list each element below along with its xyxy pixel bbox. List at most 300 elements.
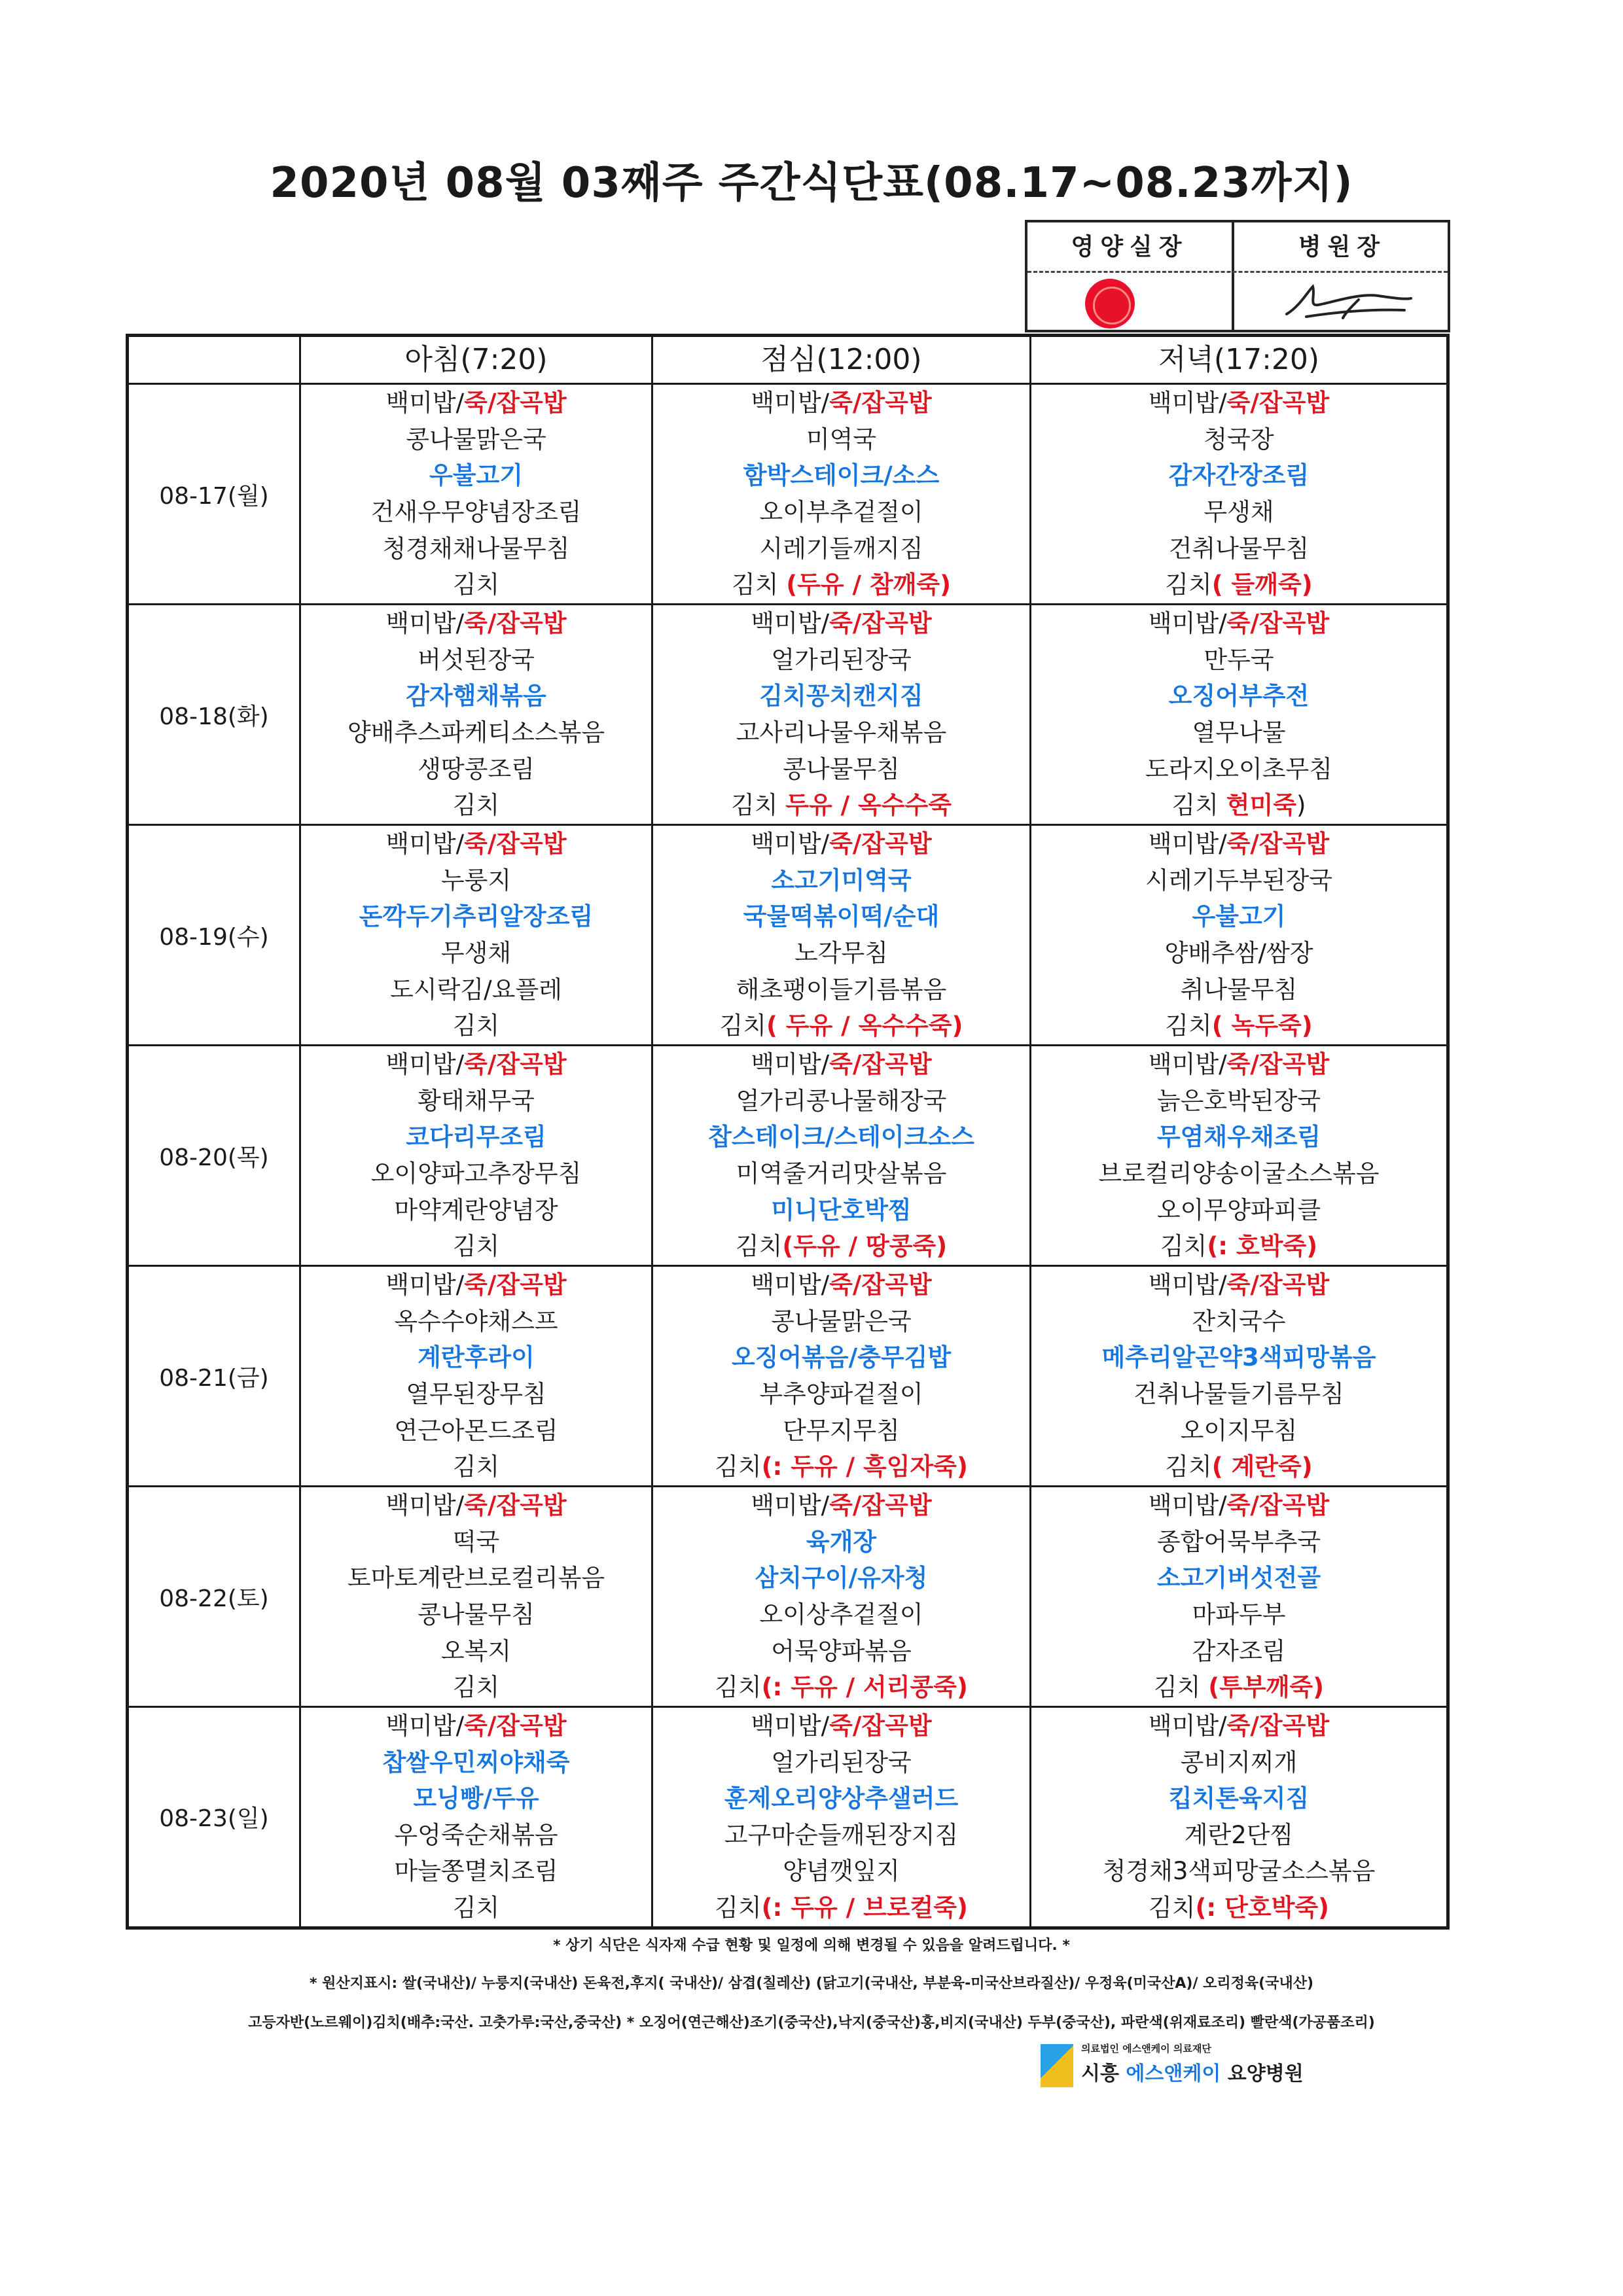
menu-item xyxy=(1031,605,1446,642)
day-date: 08-20(목) xyxy=(128,1046,300,1266)
menu-item xyxy=(653,1853,1029,1890)
lunch-cell xyxy=(652,384,1031,605)
menu-item xyxy=(653,1524,1029,1561)
menu-item xyxy=(301,678,651,715)
menu-item xyxy=(653,494,1029,531)
menu-item-text: 미역줄거리맛살볶음 xyxy=(736,1159,947,1188)
menu-item-text: 누룽지 xyxy=(440,866,512,894)
menu-item xyxy=(1031,898,1446,935)
day-date: 08-19(수) xyxy=(128,825,300,1046)
menu-item xyxy=(301,1008,651,1044)
dinner-cell xyxy=(1031,384,1448,605)
menu-item-text: 백미밥/ xyxy=(1148,389,1227,417)
menu-item-text: 황태채무국 xyxy=(418,1086,535,1115)
menu-item xyxy=(1031,1669,1446,1706)
menu-item xyxy=(653,1744,1029,1781)
day-row xyxy=(128,605,1448,825)
menu-item xyxy=(653,1376,1029,1413)
menu-item-text: 백미밥/ xyxy=(385,830,465,858)
menu-item xyxy=(1031,1449,1446,1485)
menu-item xyxy=(653,567,1029,603)
menu-item-text: 죽/잡곡밥 xyxy=(1226,1491,1330,1520)
menu-item-text: 삼치구이/유자청 xyxy=(755,1564,928,1593)
menu-item-text: 죽/잡곡밥 xyxy=(464,1050,567,1079)
breakfast-cell xyxy=(300,605,652,825)
menu-item xyxy=(301,642,651,679)
menu-item xyxy=(301,1083,651,1120)
menu-item-text: 무생채 xyxy=(1204,498,1274,526)
menu-item xyxy=(1031,1890,1446,1926)
menu-item-text: 건새우무양념장조림 xyxy=(370,498,582,526)
lunch-cell xyxy=(652,1266,1031,1487)
menu-item xyxy=(301,898,651,935)
menu-item-text: 모닝빵/두유 xyxy=(413,1784,539,1813)
menu-item xyxy=(1031,751,1446,788)
day-row xyxy=(128,384,1448,605)
menu-item-text: 죽/잡곡밥 xyxy=(829,1491,932,1520)
menu-item-text: 시레기두부된장국 xyxy=(1145,866,1332,894)
menu-item-text: 죽/잡곡밥 xyxy=(1226,609,1330,638)
menu-item-text: 김치 xyxy=(1171,791,1226,820)
menu-item-text: 찹쌀우민찌야채죽 xyxy=(382,1748,570,1776)
menu-item-text: (투부깨죽) xyxy=(1208,1673,1325,1702)
menu-item-text: 돈깍두기추리알장조림 xyxy=(359,902,594,931)
menu-item xyxy=(653,1156,1029,1192)
menu-item-text: 김치 xyxy=(735,1232,783,1261)
menu-item-text: 옥수수야채스프 xyxy=(394,1307,558,1335)
menu-item xyxy=(653,862,1029,899)
menu-item xyxy=(653,605,1029,642)
menu-item-text: 해초팽이들기름볶음 xyxy=(736,975,947,1004)
menu-item-text: 감자햄채볶음 xyxy=(406,682,546,711)
menu-item-text: 청경채3색피망굴소스볶음 xyxy=(1102,1857,1376,1886)
menu-item-text: 감자조림 xyxy=(1192,1636,1286,1665)
dinner-cell xyxy=(1031,1707,1448,1928)
menu-item xyxy=(301,1303,651,1340)
menu-item xyxy=(1031,1008,1446,1044)
menu-item xyxy=(1031,862,1446,899)
menu-item xyxy=(301,1708,651,1744)
menu-item-text: 백미밥/ xyxy=(385,1050,465,1079)
menu-item-text: 김치 xyxy=(452,1673,500,1702)
menu-item xyxy=(1031,642,1446,679)
menu-item xyxy=(653,1597,1029,1633)
menu-item xyxy=(1031,1524,1446,1561)
menu-item-text: 양념깻잎지 xyxy=(783,1857,900,1886)
menu-item-text: 백미밥/ xyxy=(385,1491,465,1520)
menu-item-text: (: 호박죽) xyxy=(1207,1232,1318,1261)
breakfast-cell xyxy=(300,1707,652,1928)
menu-item-text: 죽/잡곡밥 xyxy=(829,1712,932,1740)
menu-item-text: 김치 xyxy=(1165,1453,1212,1481)
menu-item xyxy=(301,1376,651,1413)
director-signature xyxy=(1280,280,1418,326)
menu-item xyxy=(301,1119,651,1156)
menu-item xyxy=(1031,826,1446,862)
lunch-cell xyxy=(652,1707,1031,1928)
menu-item-text: 함박스테이크/소스 xyxy=(743,461,940,490)
menu-item xyxy=(653,1449,1029,1485)
menu-item-text: 버섯된장국 xyxy=(418,645,535,674)
menu-item-text: 죽/잡곡밥 xyxy=(829,830,932,858)
menu-item-text: 김치 xyxy=(715,1453,762,1481)
menu-item-text: 우엉죽순채볶음 xyxy=(394,1820,558,1849)
menu-item-text: 오복지 xyxy=(440,1636,512,1665)
menu-item-text: 우불고기 xyxy=(1192,902,1286,931)
menu-item-text: 얼가리콩나물해장국 xyxy=(736,1086,947,1115)
menu-body xyxy=(128,384,1448,1928)
dinner-cell xyxy=(1031,605,1448,825)
lunch-cell xyxy=(652,825,1031,1046)
red-seal-stamp xyxy=(1085,279,1135,328)
menu-item xyxy=(301,421,651,458)
header-dinner: 저녁(17:20) xyxy=(1031,336,1448,384)
menu-item xyxy=(301,1192,651,1229)
menu-item-text: 미니단호박찜 xyxy=(771,1195,912,1224)
menu-item xyxy=(653,1780,1029,1817)
menu-item-text: 무생채 xyxy=(440,939,512,967)
menu-item xyxy=(1031,385,1446,421)
menu-item-text: 김치 xyxy=(1149,1893,1196,1922)
menu-item-text: 죽/잡곡밥 xyxy=(464,1271,567,1299)
menu-item-text: 마파두부 xyxy=(1192,1600,1286,1629)
menu-item xyxy=(653,385,1029,421)
menu-item-text: 감자간장조림 xyxy=(1168,461,1310,490)
menu-item xyxy=(1031,1780,1446,1817)
day-date: 08-17(월) xyxy=(128,384,300,605)
menu-item-text: 죽/잡곡밥 xyxy=(1226,389,1330,417)
weekly-menu-table xyxy=(126,334,1450,1930)
menu-item xyxy=(301,1817,651,1854)
menu-item xyxy=(653,1560,1029,1597)
menu-item xyxy=(653,1669,1029,1706)
director-label: 병원장 xyxy=(1298,234,1387,260)
notice-text: * 상기 식단은 식자재 수급 현황 및 일정에 의해 변경될 수 있음을 알려드립니다. * xyxy=(553,1937,1070,1954)
menu-item xyxy=(653,826,1029,862)
origin-text-1: * 원산지표시: 쌀(국내산)/ 누룽지(국내산) 돈육전,후지( 국내산)/ 삼겹(칠레산) (닭고기(국내산, 부분육-미국산브라질산)/ 우정육(미국산A)/ 오리정육(국내산) xyxy=(309,1975,1314,1992)
menu-item-text: 청국장 xyxy=(1204,425,1274,453)
menu-item-text: 오이부추겉절이 xyxy=(759,498,923,526)
menu-item-text: 어묵양파볶음 xyxy=(771,1636,912,1665)
menu-item-text: 김치 xyxy=(1153,1673,1209,1702)
menu-item-text: 죽/잡곡밥 xyxy=(829,1050,932,1079)
breakfast-cell xyxy=(300,1487,652,1707)
menu-item xyxy=(301,1156,651,1192)
menu-item xyxy=(1031,1376,1446,1413)
menu-item xyxy=(301,715,651,751)
page-title: 2020년 08월 03째주 주간식단표(08.17~08.23까지) xyxy=(270,159,1353,207)
menu-item xyxy=(1031,1597,1446,1633)
menu-item xyxy=(1031,1192,1446,1229)
menu-item xyxy=(1031,1817,1446,1854)
menu-item-text: 오이무양파피클 xyxy=(1156,1195,1321,1224)
breakfast-cell xyxy=(300,825,652,1046)
menu-item-text: ( 계란죽) xyxy=(1211,1453,1313,1481)
menu-item xyxy=(653,1817,1029,1854)
menu-item xyxy=(301,1560,651,1597)
menu-item xyxy=(1031,494,1446,531)
menu-item xyxy=(1031,1708,1446,1744)
menu-item xyxy=(1031,1046,1446,1083)
menu-item xyxy=(1031,1560,1446,1597)
menu-item-text: 김치 xyxy=(715,1673,762,1702)
menu-item-text: 죽/잡곡밥 xyxy=(464,389,567,417)
menu-item-text: 백미밥/ xyxy=(1148,609,1227,638)
menu-item-text: 단무지무침 xyxy=(783,1416,900,1445)
menu-item-text: 콩나물무침 xyxy=(418,1600,535,1629)
menu-item xyxy=(1031,1267,1446,1303)
day-date: 08-21(금) xyxy=(128,1266,300,1487)
origin-text-2: 고등자반(노르웨이)김치(배추:국산. 고춧가루:국산,중국산) * 오징어(연근해산)조기(중국산),낙지(중국산)홍,비지(국내산) 두부(중국산), 파란색(위재료조리) 빨란색(가공품조리) xyxy=(248,2015,1375,2031)
menu-item xyxy=(301,751,651,788)
menu-item-text: 코다리무조림 xyxy=(406,1123,546,1152)
menu-item-text: 양배추스파케티소스볶음 xyxy=(347,718,605,747)
menu-item xyxy=(301,1339,651,1376)
menu-item-text: 백미밥/ xyxy=(385,389,465,417)
menu-item xyxy=(1031,1228,1446,1265)
menu-item xyxy=(301,1487,651,1524)
menu-item xyxy=(301,1853,651,1890)
menu-item-text: 종합어묵부추국 xyxy=(1156,1527,1321,1556)
menu-item-text: 훈제오리양상추샐러드 xyxy=(724,1784,959,1813)
menu-item-text: 백미밥/ xyxy=(751,1712,830,1740)
menu-item-text: 두유 / 옥수수죽 xyxy=(785,791,952,820)
menu-item-text: 우불고기 xyxy=(429,461,523,490)
menu-item-text: 건취나물무침 xyxy=(1168,534,1310,563)
menu-item xyxy=(301,826,651,862)
menu-item-text: ( 녹두죽) xyxy=(1211,1012,1313,1040)
menu-item xyxy=(301,1046,651,1083)
lunch-cell xyxy=(652,605,1031,825)
day-row xyxy=(128,1487,1448,1707)
menu-item-text: 백미밥/ xyxy=(385,609,465,638)
menu-item-text: 김치 xyxy=(1160,1232,1207,1261)
menu-item-text: 백미밥/ xyxy=(751,1491,830,1520)
menu-item-text: 현미죽 xyxy=(1226,791,1297,820)
menu-item-text: 취나물무침 xyxy=(1180,975,1298,1004)
breakfast-cell xyxy=(300,1046,652,1266)
lunch-cell xyxy=(652,1487,1031,1707)
menu-item-text: 늙은호박된장국 xyxy=(1156,1086,1321,1115)
menu-item-text: 백미밥/ xyxy=(751,1271,830,1299)
menu-item-text: 김치 xyxy=(715,1893,762,1922)
menu-item-text: (두유 / 참깨죽) xyxy=(786,571,952,599)
menu-item xyxy=(653,531,1029,567)
menu-item-text: 무염채우채조림 xyxy=(1156,1123,1321,1152)
header-lunch: 점심(12:00) xyxy=(652,336,1031,384)
menu-item xyxy=(1031,1853,1446,1890)
menu-item-text: 백미밥/ xyxy=(1148,1271,1227,1299)
menu-item-text: 오이양파고추장무침 xyxy=(370,1159,582,1188)
menu-item-text: 김치 xyxy=(452,571,500,599)
menu-item xyxy=(653,715,1029,751)
menu-item xyxy=(1031,972,1446,1008)
menu-item xyxy=(1031,935,1446,972)
menu-item xyxy=(301,1597,651,1633)
menu-item xyxy=(653,972,1029,1008)
menu-item-text: 김치 xyxy=(719,1012,767,1040)
menu-item-text: 콩비지찌개 xyxy=(1180,1748,1298,1776)
menu-item-text: 죽/잡곡밥 xyxy=(829,609,932,638)
menu-item-text: 김치 xyxy=(452,1232,500,1261)
menu-item xyxy=(1031,1744,1446,1781)
header-breakfast: 아침(7:20) xyxy=(300,336,652,384)
menu-item-text: 죽/잡곡밥 xyxy=(1226,1271,1330,1299)
menu-item-text: 김치꽁치캔지짐 xyxy=(759,682,923,711)
menu-item xyxy=(301,567,651,603)
menu-item xyxy=(653,421,1029,458)
menu-item-text: 죽/잡곡밥 xyxy=(464,1491,567,1520)
menu-item-text: (: 두유 / 서리콩죽) xyxy=(761,1673,968,1702)
menu-item-text: 마늘쫑멸치조림 xyxy=(394,1857,558,1886)
menu-item-text: 오이상추겉절이 xyxy=(759,1600,923,1629)
menu-item xyxy=(1031,787,1446,824)
day-row xyxy=(128,1046,1448,1266)
menu-item-text: 브로컬리양송이굴소스볶음 xyxy=(1098,1159,1380,1188)
menu-item-text: 청경채채나물무침 xyxy=(382,534,570,563)
menu-item xyxy=(301,935,651,972)
menu-item xyxy=(1031,1303,1446,1340)
menu-item-text: 백미밥/ xyxy=(1148,1491,1227,1520)
menu-item-text: 김치 xyxy=(452,791,500,820)
menu-item xyxy=(653,1708,1029,1744)
menu-item xyxy=(653,457,1029,494)
menu-item-text: 시레기들깨지짐 xyxy=(759,534,923,563)
menu-item-text: 백미밥/ xyxy=(751,1050,830,1079)
menu-item-text: 죽/잡곡밥 xyxy=(464,609,567,638)
menu-item-text: 김치 xyxy=(452,1453,500,1481)
menu-item-text: 고사리나물우채볶음 xyxy=(736,718,947,747)
day-row xyxy=(128,1707,1448,1928)
menu-item-text: ) xyxy=(1296,791,1306,820)
menu-item-text: 죽/잡곡밥 xyxy=(464,830,567,858)
menu-item xyxy=(301,1524,651,1561)
menu-item-text: 계란후라이 xyxy=(418,1343,535,1372)
menu-item xyxy=(653,1303,1029,1340)
menu-item xyxy=(1031,1633,1446,1670)
menu-item-text: 백미밥/ xyxy=(1148,1712,1227,1740)
hospital-name: 시흥 에스앤케이 요양병원 xyxy=(1081,2062,1304,2085)
menu-item-text: (두유 / 땅콩죽) xyxy=(782,1232,948,1261)
menu-item-text: 계란2단찜 xyxy=(1184,1820,1294,1849)
menu-item xyxy=(301,862,651,899)
menu-item-text: 떡국 xyxy=(452,1527,500,1556)
menu-item-text: 백미밥/ xyxy=(1148,830,1227,858)
menu-item xyxy=(1031,1119,1446,1156)
menu-item xyxy=(1031,715,1446,751)
dinner-cell xyxy=(1031,1487,1448,1707)
menu-item xyxy=(1031,1487,1446,1524)
menu-item-text: 도시락김/요플레 xyxy=(390,975,562,1004)
menu-item-text: 오징어볶음/충무김밥 xyxy=(731,1343,952,1372)
day-date: 08-18(화) xyxy=(128,605,300,825)
dietitian-label: 영양실장 xyxy=(1071,234,1188,260)
menu-item-text: 소고기미역국 xyxy=(771,866,912,894)
menu-item xyxy=(653,1890,1029,1926)
menu-item xyxy=(301,1669,651,1706)
menu-item-text: 죽/잡곡밥 xyxy=(829,1271,932,1299)
header-blank xyxy=(128,336,300,384)
menu-item-text: 죽/잡곡밥 xyxy=(1226,1050,1330,1079)
menu-item-text: 죽/잡곡밥 xyxy=(464,1712,567,1740)
menu-item-text: 김치 xyxy=(731,571,787,599)
menu-item xyxy=(1031,1156,1446,1192)
menu-item xyxy=(653,935,1029,972)
menu-item xyxy=(1031,1413,1446,1449)
menu-item-text: 건취나물들기름무침 xyxy=(1133,1380,1344,1408)
day-row xyxy=(128,825,1448,1046)
menu-item-text: 백미밥/ xyxy=(751,609,830,638)
dinner-cell xyxy=(1031,825,1448,1046)
menu-item-text: 죽/잡곡밥 xyxy=(1226,830,1330,858)
menu-item xyxy=(301,1890,651,1926)
menu-item xyxy=(653,1046,1029,1083)
menu-item-text: 미역국 xyxy=(806,425,877,453)
menu-item-text: 오이지무침 xyxy=(1180,1416,1298,1445)
header-row xyxy=(128,336,1448,384)
menu-item xyxy=(653,751,1029,788)
menu-item-text: 부추양파겉절이 xyxy=(759,1380,923,1408)
menu-item xyxy=(1031,678,1446,715)
menu-item-text: 메추리알곤약3색피망볶음 xyxy=(1101,1343,1376,1372)
menu-item-text: 오징어부추전 xyxy=(1168,682,1310,711)
approval-box xyxy=(1025,220,1450,332)
dinner-cell xyxy=(1031,1046,1448,1266)
menu-item xyxy=(301,605,651,642)
menu-item-text: 생땅콩조림 xyxy=(418,754,535,783)
menu-item xyxy=(301,1228,651,1265)
menu-item-text: 얼가리된장국 xyxy=(771,645,912,674)
menu-item-text: 만두국 xyxy=(1204,645,1274,674)
menu-item xyxy=(1031,567,1446,603)
menu-item-text: 죽/잡곡밥 xyxy=(829,389,932,417)
menu-item xyxy=(653,1083,1029,1120)
menu-item xyxy=(653,787,1029,824)
menu-item-text: 김치 xyxy=(452,1893,500,1922)
menu-item-text: 찹스테이크/스테이크소스 xyxy=(708,1123,974,1152)
menu-item-text: 김치 xyxy=(452,1012,500,1040)
menu-item-text: 열무된장무침 xyxy=(406,1380,546,1408)
breakfast-cell xyxy=(300,384,652,605)
menu-item xyxy=(1031,531,1446,567)
menu-item xyxy=(301,457,651,494)
menu-item xyxy=(301,972,651,1008)
menu-item-text: 잔치국수 xyxy=(1192,1307,1286,1335)
menu-item-text: 토마토계란브로컬리볶음 xyxy=(347,1564,605,1593)
menu-item-text: 열무나물 xyxy=(1192,718,1286,747)
menu-item-text: (: 두유 / 브로컬죽) xyxy=(761,1893,968,1922)
menu-item-text: 노각무침 xyxy=(794,939,888,967)
menu-item xyxy=(301,1267,651,1303)
menu-item xyxy=(301,494,651,531)
menu-item xyxy=(653,1413,1029,1449)
menu-item xyxy=(653,1119,1029,1156)
menu-item-text: 콩나물맑은국 xyxy=(406,425,546,453)
menu-item-text: 백미밥/ xyxy=(1148,1050,1227,1079)
dinner-cell xyxy=(1031,1266,1448,1487)
menu-item xyxy=(301,531,651,567)
menu-item-text: 김치 xyxy=(1165,571,1212,599)
menu-item xyxy=(653,1267,1029,1303)
menu-item xyxy=(1031,1339,1446,1376)
menu-item-text: (: 단호박죽) xyxy=(1195,1893,1329,1922)
menu-item-text: 고구마순들깨된장지짐 xyxy=(724,1820,959,1849)
menu-item xyxy=(1031,457,1446,494)
menu-item-text: ( 들깨죽) xyxy=(1211,571,1313,599)
menu-item xyxy=(1031,1083,1446,1120)
menu-item-text: 양배추쌈/쌈장 xyxy=(1164,939,1313,967)
menu-item-text: 킵치톤육지짐 xyxy=(1168,1784,1310,1813)
